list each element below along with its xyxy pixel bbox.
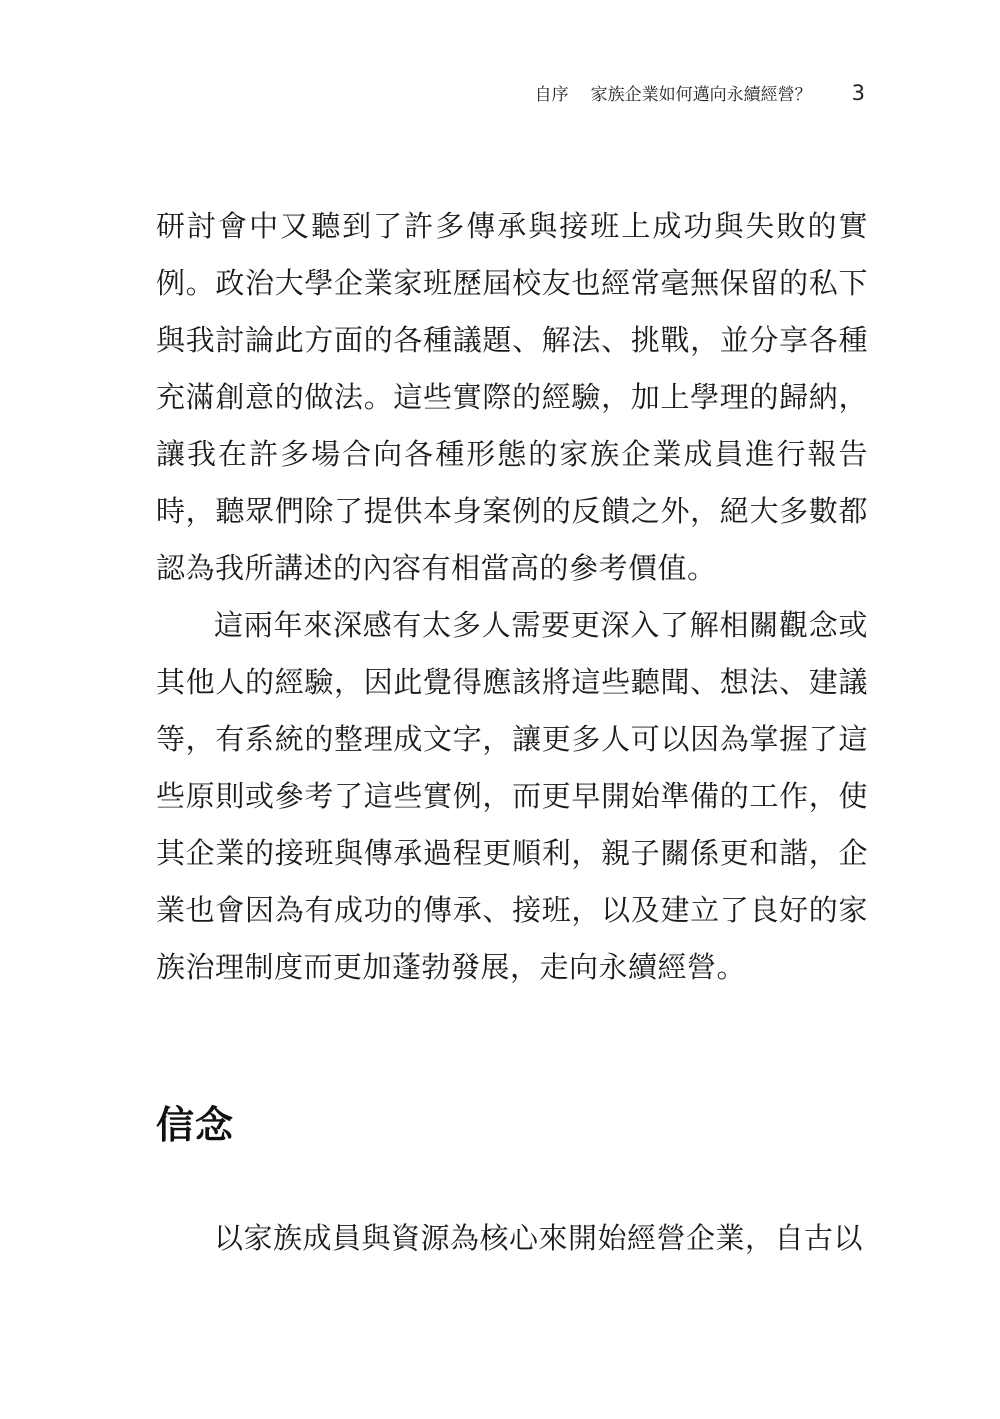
- running-head: [535, 80, 865, 105]
- running-head-section: 自序: [534, 85, 569, 105]
- section-heading: 信念: [156, 1103, 235, 1147]
- running-head-title: 家族企業如何邁向永續經營？: [590, 85, 812, 105]
- paragraph: 這兩年來深感有太多人需要更深入了解相關觀念或其他人的經驗，因此覺得應該將這些聽聞、想法、建議等，有系統的整理成文字，讓更多人可以因為掌握了這些原則或參考了這些實例，而更早開始準備的工作，使其企業的接班與傳承過程更順利，親子關係更和諧，企業也會因為有成功的傳承、接班，以及建立了良好的家族治理制度而更加蓬勃發展，走向永續經營。: [156, 608, 868, 984]
- body-text: [156, 198, 868, 996]
- paragraph-continued: 研討會中又聽到了許多傳承與接班上成功與失敗的實例。政治大學企業家班歷屆校友也經常毫無保留的私下與我討論此方面的各種議題、解法、挑戰，並分享各種充滿創意的做法。這些實際的經驗，加上學理的歸納，讓我在許多場合向各種形態的家族企業成員進行報告時，聽眾們除了提供本身案例的反饋之外，絕大多數都認為我所講述的內容有相當高的參考價值。: [156, 209, 868, 585]
- section-paragraph: 以家族成員與資源為核心來開始經營企業，自古以: [214, 1221, 864, 1255]
- page-number: 3: [851, 81, 865, 105]
- section-body: [156, 1210, 868, 1267]
